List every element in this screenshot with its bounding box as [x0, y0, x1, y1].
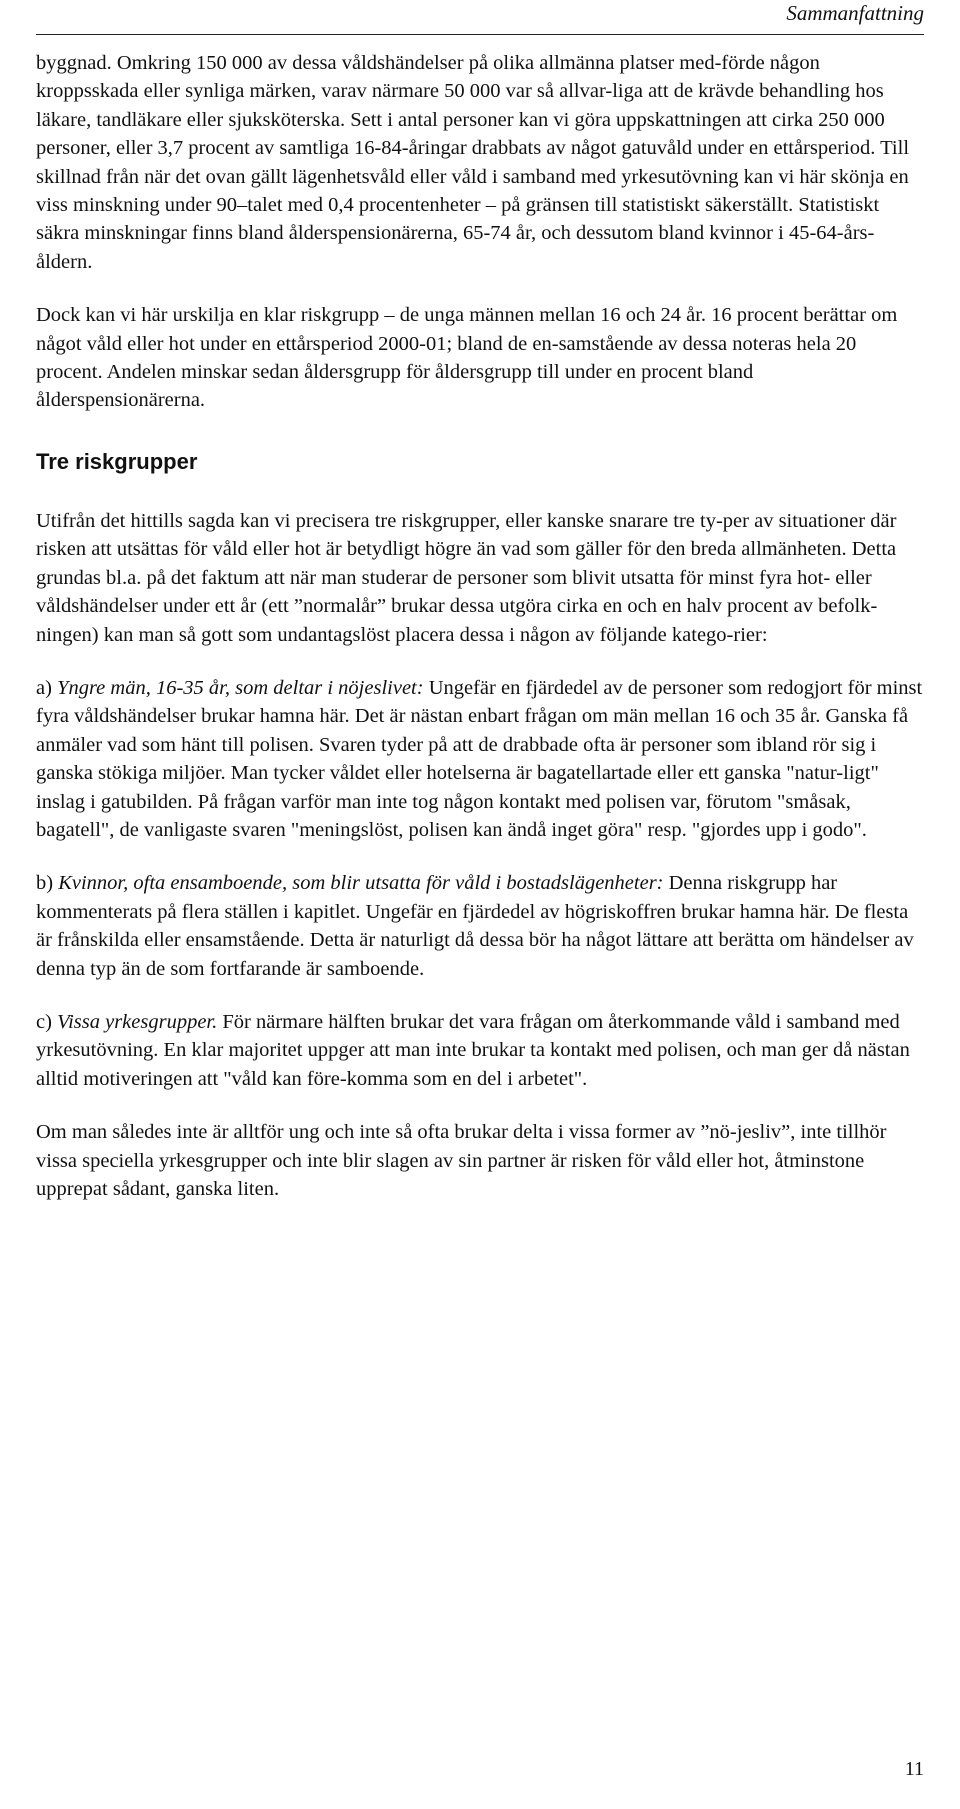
section-heading: Tre riskgrupper: [36, 448, 198, 474]
paragraph-conclusion: Om man således inte är alltför ung och inte så ofta brukar delta i vissa former av ”nö-jesliv”, inte tillhör vissa speciella yrkesgrupper och inte blir slagen av sin partner är risken för våld eller hot, åtminstone upprepat sådant, ganska liten.: [36, 1121, 887, 1200]
risk-group-c-text: För närmare hälften brukar det vara frågan om återkommande våld i samband med yrkesutövning. En klar majoritet uppger att man inte brukar ta kontakt med polisen, och man ger då nästan alltid motiveringen att "våld kan före-komma som en del i arbetet".: [36, 1010, 910, 1090]
risk-group-c: [36, 1008, 926, 1093]
header-rule: [36, 34, 924, 35]
risk-group-a-prefix: a): [36, 676, 58, 699]
risk-group-a: [36, 674, 926, 844]
risk-group-a-text: Ungefär en fjärdedel av de personer som redogjort för minst fyra våldshändelser brukar hamna här. Det är nästan enbart frågan om män mellan 16 och 35 år. Ganska få anmäler vad som hänt till polisen. Svaren tyder på att de drabbade ofta är personer som ibland rör sig i ganska stökiga miljöer. Man tycker våldet eller hotelserna är bagatellartade eller ett ganska "natur-ligt" inslag i gatubilden. På frågan varför man inte tog någon kontakt med polisen var, förutom "småsak, bagatell", de vanligaste svaren "meningslöst, polisen kan ändå inget göra" resp. "gjordes upp i godo".: [36, 676, 923, 841]
risk-group-b-text: Denna riskgrupp har kommenterats på flera ställen i kapitlet. Ungefär en fjärdedel av högriskoffren brukar hamna här. De flesta är frånskilda eller ensamstående. Detta är naturligt då dessa bör ha något lättare att berätta om händelser av denna typ än de som fortfarande är samboende.: [36, 872, 914, 980]
running-header-title: Sammanfattning: [786, 1, 924, 25]
risk-group-b-prefix: b): [36, 872, 59, 895]
page-body: [36, 49, 926, 1203]
risk-group-b: [36, 869, 926, 983]
risk-group-c-title: Vissa yrkesgrupper.: [57, 1010, 218, 1033]
paragraph-street-violence: byggnad. Omkring 150 000 av dessa våldshändelser på olika allmänna platser med-förde någon kroppsskada eller synliga märken, varav närmare 50 000 var så allvar-liga att de krävde behandling hos läkare, tandläkare eller sjuksköterska. Sett i antal personer kan vi göra uppskattningen att cirka 250 000 personer, eller 3,7 procent av samtliga 16-84-åringar drabbats av något gatuvåld under en ettårsperiod. Till skillnad från när det ovan gällt lägenhetsvåld eller våld i samband med yrkesutövning kan vi här skönja en viss minskning under 90–talet med 0,4 procentenheter – på gränsen till statistiskt säkerställt. Statistiskt säkra minskningar finns bland ålderspensionärerna, 65-74 år, och dessutom bland kvinnor i 45-64-års-åldern.: [36, 52, 910, 273]
page-header: [0, 0, 960, 34]
risk-group-a-title: Yngre män, 16-35 år, som deltar i nöjeslivet:: [57, 676, 424, 699]
page-number: 11: [904, 1758, 924, 1780]
paragraph-young-men: Dock kan vi här urskilja en klar riskgrupp – de unga männen mellan 16 och 24 år. 16 procent berättar om något våld eller hot under en ettårsperiod 2000-01; bland de en-samstående av dessa noteras hela 20 procent. Andelen minskar sedan åldersgrupp för åldersgrupp till under en procent bland ålderspensionärerna.: [36, 304, 898, 412]
paragraph-risk-groups-intro: Utifrån det hittills sagda kan vi precisera tre riskgrupper, eller kanske snarare tre ty-per av situationer där risken att utsättas för våld eller hot är betydligt högre än vad som gäller för den breda allmänheten. Detta grundas bl.a. på det faktum att när man studerar de personer som blivit utsatta för minst fyra hot- eller våldshändelser under ett år (ett ”normalår” brukar dessa utgöra cirka en och en halv procent av befolk-ningen) kan man så gott som undantagslöst placera dessa i någon av följande katego-rier:: [36, 509, 897, 646]
risk-group-c-prefix: c): [36, 1010, 58, 1033]
risk-group-b-title: Kvinnor, ofta ensamboende, som blir utsatta för våld i bostadslägenheter:: [58, 872, 664, 895]
